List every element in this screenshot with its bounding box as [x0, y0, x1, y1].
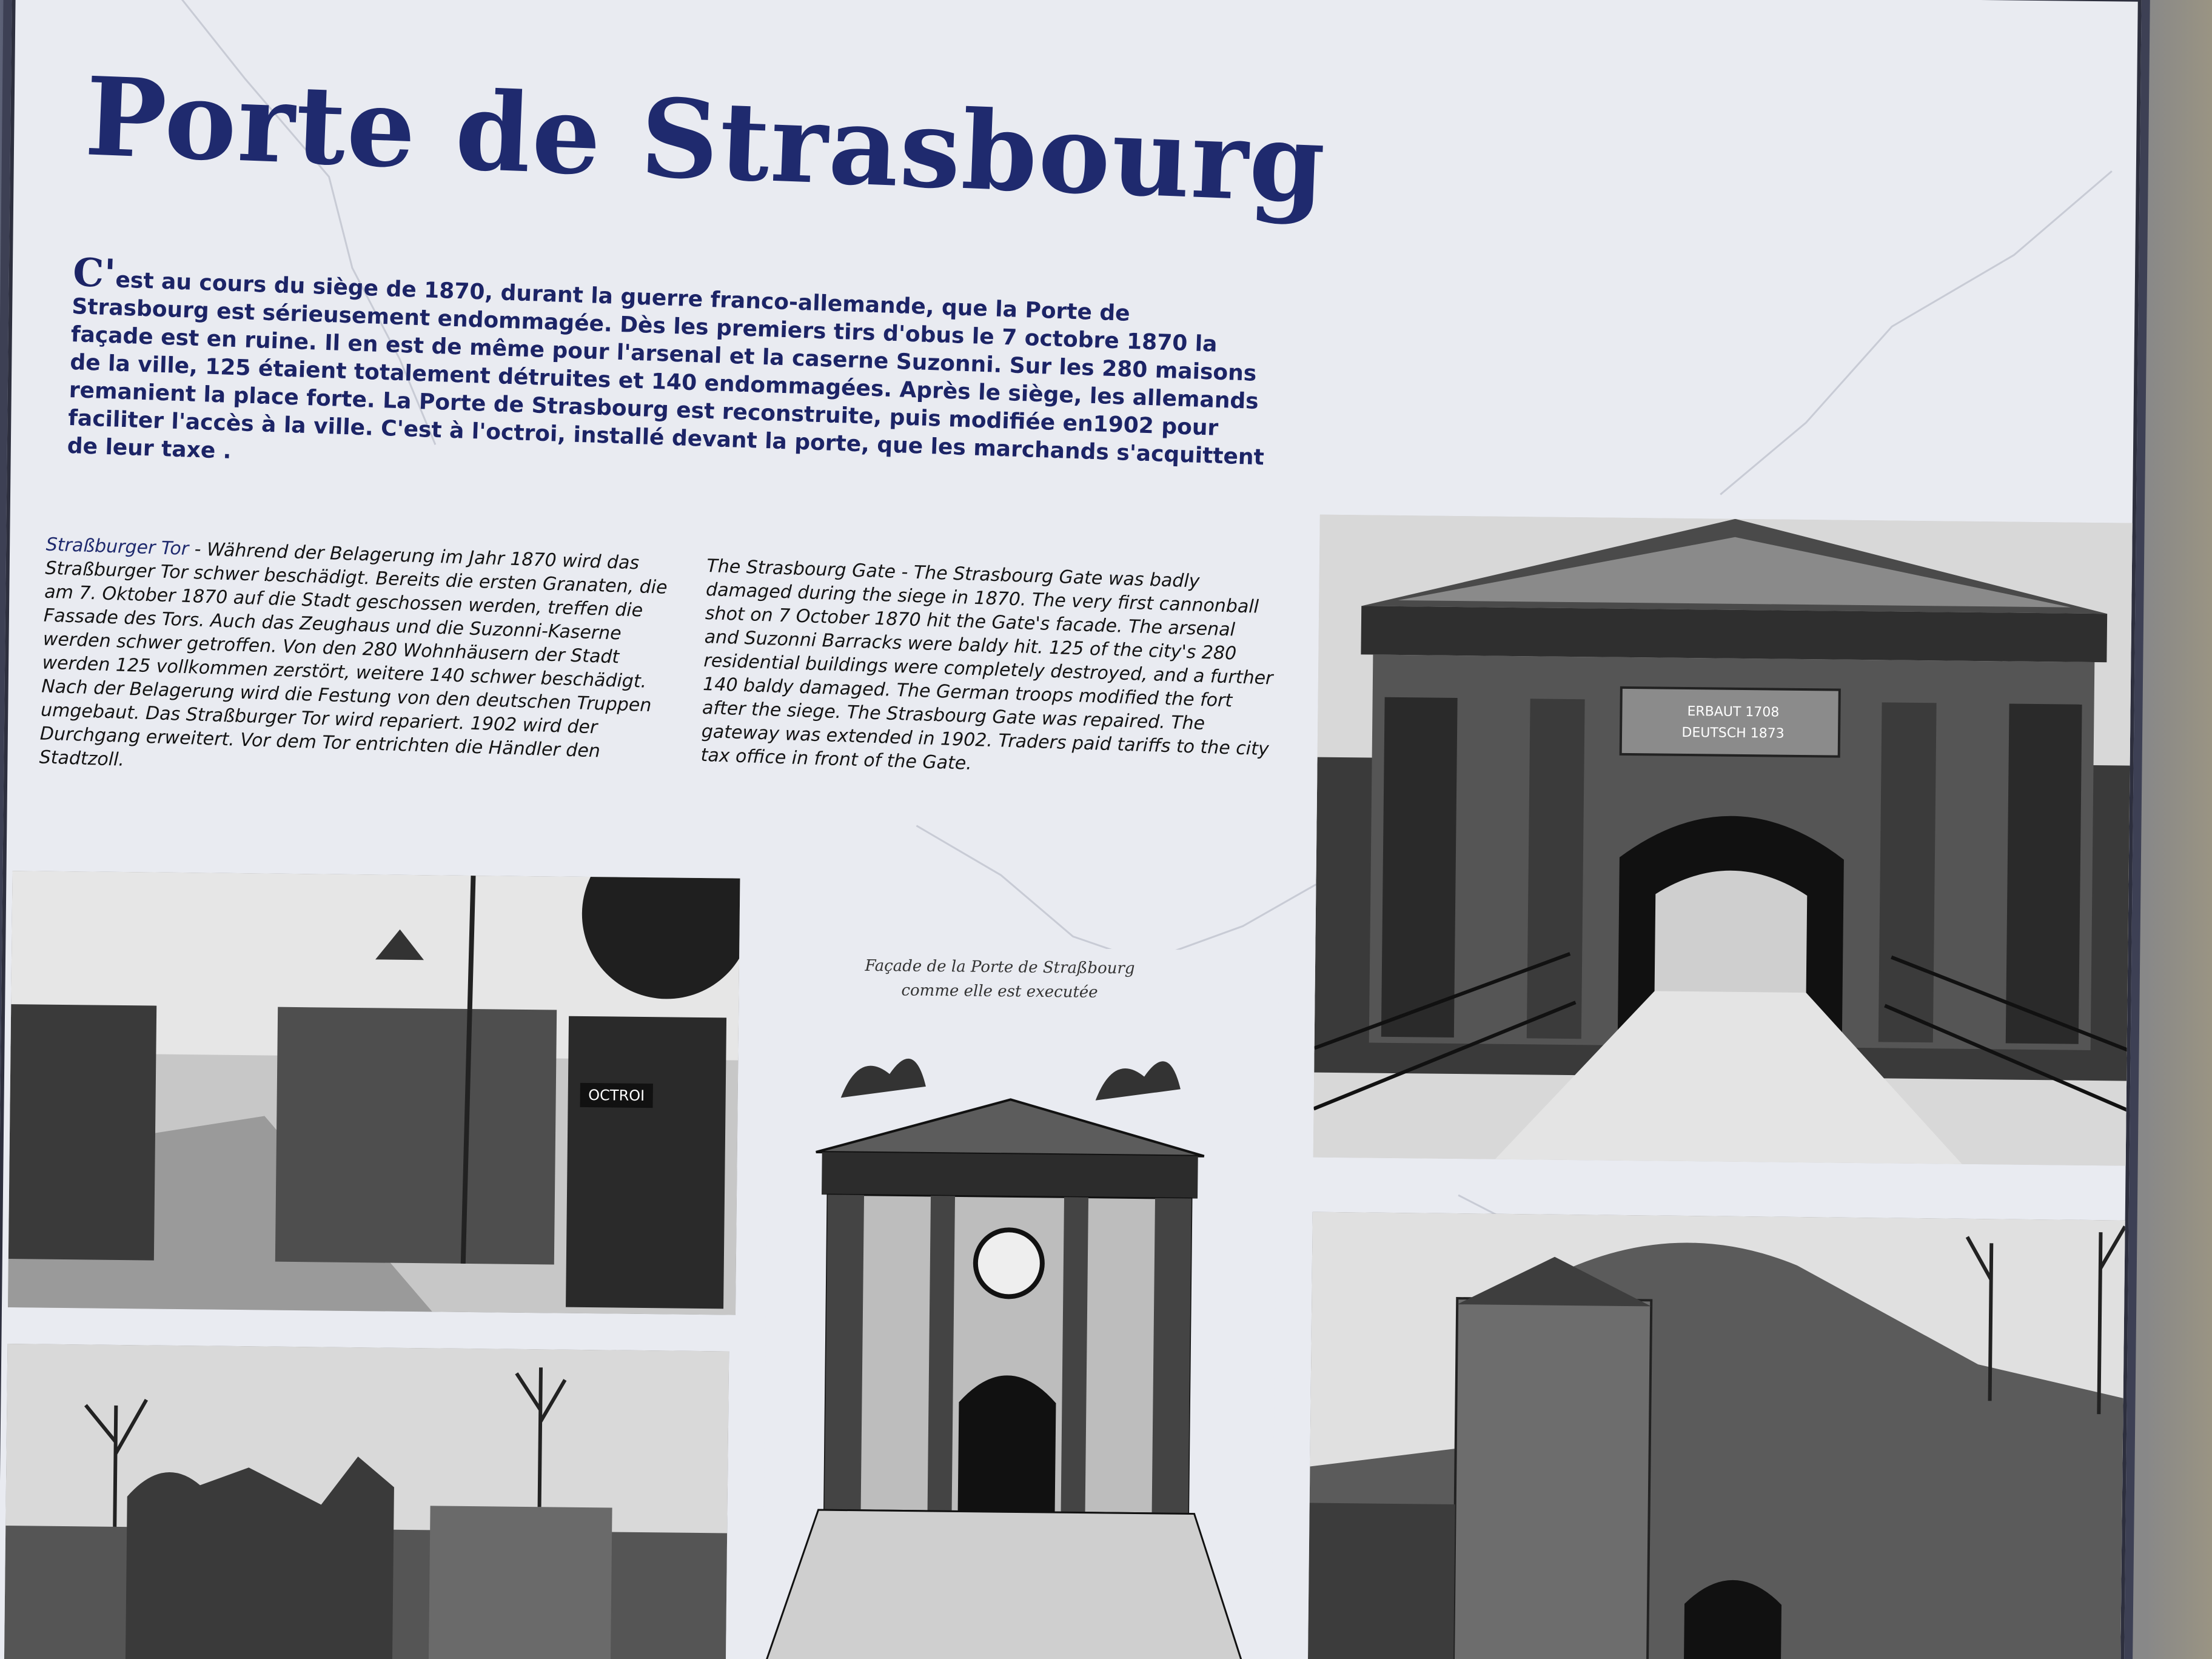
sign-title: Porte de Strasbourg — [82, 53, 1329, 227]
engraving-gate-facade — [762, 945, 1279, 1659]
english-heading: The Strasbourg Gate — [706, 555, 896, 583]
engraving-title: Façade de la Porte de Straßbourg — [865, 956, 1135, 978]
photo-rebuilt-gate — [1313, 515, 2142, 1166]
plaque-line-1: ERBAUT 1708 — [1687, 703, 1780, 720]
german-heading: Straßburger Tor — [45, 534, 189, 560]
photo-damaged-gate — [1307, 1212, 2142, 1659]
photo-street-octroi — [8, 871, 740, 1315]
english-text-block — [700, 554, 1277, 785]
german-text-block — [39, 533, 677, 789]
photo-ruined-walls — [4, 1344, 729, 1659]
plaque-line-2: DEUTSCH 1873 — [1681, 725, 1785, 742]
octroi-sign: OCTROI — [588, 1087, 645, 1105]
engraving-subtitle: comme elle est executée — [901, 981, 1098, 1002]
intro-french-text: C'est au cours du siège de 1870, durant la guerre franco-allemande, que la Porte de Strasbourg est sérieusement endommagée. Dès les premiers tirs d'obus le 7 octobre 1870 la façade est en ruine. Il en est de même pour l'arsenal et la caserne Suzonni. Sur les 280 maisons de la ville, 125 étaient totalement détruites et 140 endommagées. Après le siège, les allemands remanient la place forte. La Porte de Strasbourg est reconstruite, puis modifiée en1902 pour faciliter l'accès à la ville. C'est à l'octroi, installé devant la porte, que les marchands s'acquittent de leur taxe . — [67, 250, 1265, 471]
german-body: - Während der Belagerung im Jahr 1870 wird das Straßburger Tor schwer beschädigt. Bereits die ersten Granaten, die am 7. Oktober 1870 auf die Stadt geschossen werden, treffen die Fassade des Tors. Auch das Zeughaus und die Suzonni-Kaserne werden schwer getroffen. Von den 280 Wohnhäusern der Stadt werden 125 vollkommen zerstört, weitere 140 schwer beschädigt. Nach der Belagerung wird die Festung von den deutschen Truppen umgebaut. Das Straßburger Tor wird repariert. 1902 wird der Durchgang erweitert. Vor dem Tor entrichten die Händler den Stadtzoll. — [39, 538, 668, 771]
english-body: - The Strasbourg Gate was badly damaged during the siege in 1870. The very first cannonball shot on 7 October 1870 hit the Gate's facade. The arsenal and Suzonni Barracks were baldy hit. 125 of the city's 280 residential buildings were completely destroyed, and a further 140 baldy damaged. The German troops modified the fort after the siege. The Strasbourg Gate was repaired. The gateway was extended in 1902. Traders paid tariffs to the city tax office in front of the Gate. — [700, 561, 1273, 774]
